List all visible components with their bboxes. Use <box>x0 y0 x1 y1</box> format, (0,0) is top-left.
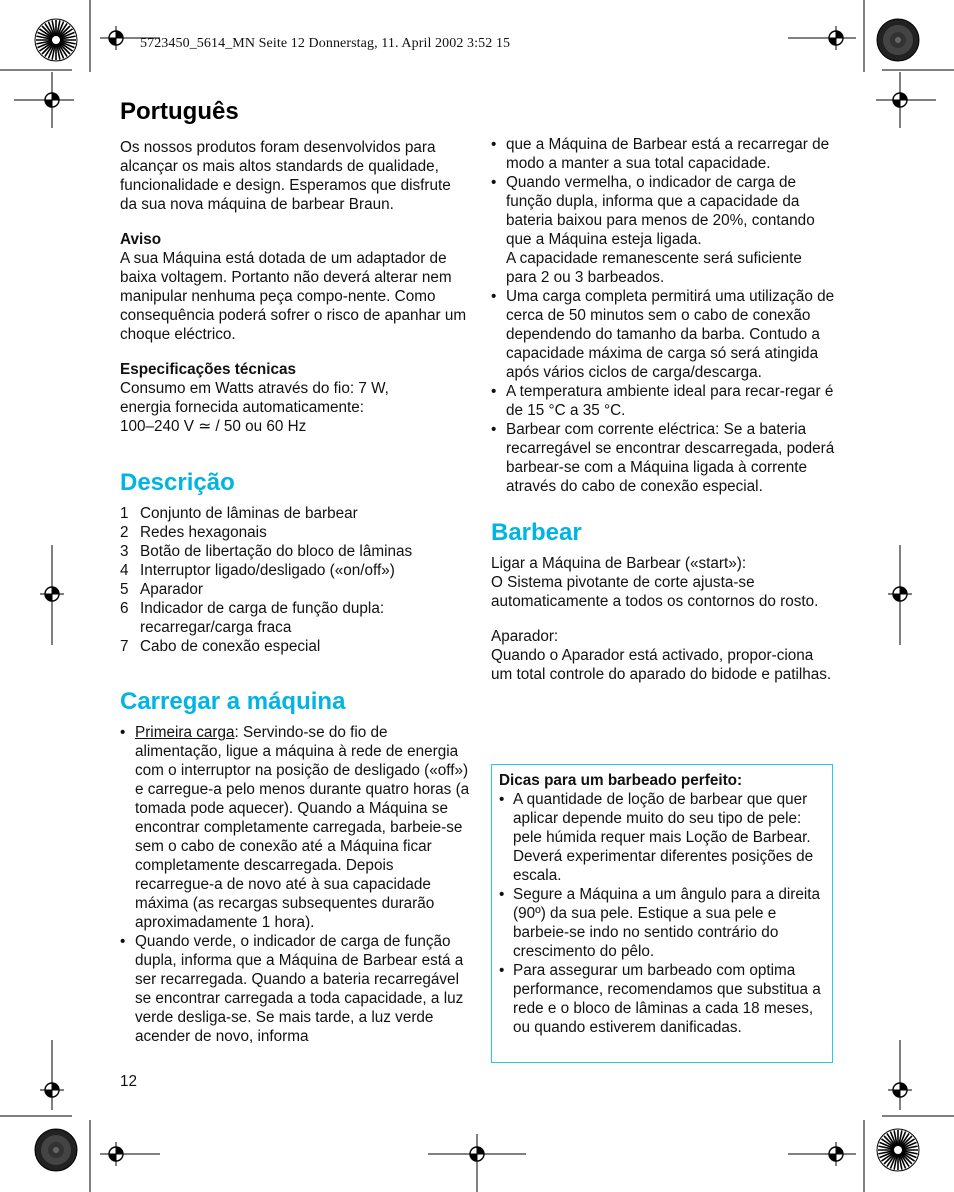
charging-list <box>120 723 470 1046</box>
charging-list-right <box>491 173 836 496</box>
list-item: 4 Interruptor ligado/desligado («on/off») <box>120 562 395 579</box>
specs-line-2: energia fornecida automaticamente: <box>120 399 365 416</box>
warning-text: A sua Máquina está dotada de um adaptador de baixa voltagem. Portanto não deverá alterar nem manipular nenhuma peça compo-nente. Como consequência poderá sofrer o risco de apanhar um choque eléctrico. <box>120 250 467 343</box>
page-number: 12 <box>120 1073 138 1090</box>
shaving-heading: Barbear <box>491 519 582 546</box>
warning-heading: Aviso <box>120 231 162 248</box>
specs-line-1: Consumo em Watts através do fio: 7 W, <box>120 380 389 397</box>
description-heading: Descrição <box>120 469 235 496</box>
list-item: • Primeira carga: Servindo-se do fio de alimentação, ligue a máquina à rede de energia com o interruptor na posição de desligado («off») e carregue-a pelo menos durante quatro horas (a tomada pode aquecer). Quando a Máquina se encontrar completamente carregada, barbeie-se sem o cabo de conexão até a Máquina ficar completamente descarregada. Depois recarregue-a de novo até à sua capacidade máxima (as recargas subsequentes durarão aproximadamente 1 hora). <box>120 723 470 932</box>
print-slug-header: 5723450_5614_MN Seite 12 Donnerstag, 11. April 2002 3:52 15 <box>140 36 511 51</box>
list-item: • Quando verde, o indicador de carga de função dupla, informa que a Máquina de Barbear está a ser recarregada. Quando a bateria recarregável se encontrar carregada a toda capacidade, a luz verde desliga-se. Se mais tarde, a luz verde acender de novo, informa <box>120 932 470 1046</box>
right-column <box>491 135 836 684</box>
shaving-start-text: O Sistema pivotante de corte ajusta-se automaticamente a todos os contornos do rosto. <box>491 574 819 610</box>
list-item-continuation: • que a Máquina de Barbear está a recarregar de modo a manter a sua total capacidade. <box>491 135 836 173</box>
list-item: 1 Conjunto de lâminas de barbear <box>120 505 358 522</box>
trimmer-label: Aparador: <box>491 628 559 645</box>
left-column <box>120 98 470 1046</box>
tips-list <box>499 790 824 1037</box>
specs-heading: Especificações técnicas <box>120 361 297 378</box>
specs-line-3: 100–240 V ≃ / 50 ou 60 Hz <box>120 418 307 435</box>
list-item: 6 Indicador de carga de função dupla: recarregar/carga fraca <box>120 600 385 636</box>
tips-box <box>491 764 833 1063</box>
tips-heading: Dicas para um barbeado perfeito: <box>499 772 743 789</box>
charging-heading: Carregar a máquina <box>120 688 346 715</box>
list-item: • Quando vermelha, o indicador de carga de função dupla, informa que a capacidade da bateria baixou para menos de 20%, contando que a Máquina esteja ligada. A capacidade remanescente será suficiente para 2 ou 3 barbeados. <box>491 173 836 287</box>
first-charge-label: Primeira carga <box>135 724 235 741</box>
shaving-start-label: Ligar a Máquina de Barbear («start»): <box>491 555 747 572</box>
intro-paragraph: Os nossos produtos foram desenvolvidos para alcançar os mais altos standards de qualidade, funcionalidade e design. Esperamos que disfrute da sua nova máquina de barbear Braun. <box>120 139 451 213</box>
list-item: • Segure a Máquina a um ângulo para a direita (90º) da sua pele. Estique a sua pele e barbeie-se indo no sentido contrário do crescimento do pêlo. <box>499 885 824 961</box>
list-item: • A temperatura ambiente ideal para recar-regar é de 15 °C a 35 °C. <box>491 382 836 420</box>
list-item: 3 Botão de libertação do bloco de lâminas <box>120 543 413 560</box>
description-list <box>120 504 470 656</box>
list-item: 2 Redes hexagonais <box>120 524 267 541</box>
list-item: • Uma carga completa permitirá uma utilização de cerca de 50 minutos sem o cabo de conexão dependendo do tamanho da barba. Contudo a capacidade máxima de carga só será atingida após vários ciclos de carga/descarga. <box>491 287 836 382</box>
list-item: 5 Aparador <box>120 581 203 598</box>
trimmer-text: Quando o Aparador está activado, propor-ciona um total controle do aparado do bidode e patilhas. <box>491 647 832 683</box>
list-item: • A quantidade de loção de barbear que quer aplicar depende muito do seu tipo de pele: pele húmida requer mais Loção de Barbear. Deverá experimentar diferentes posições de escala. <box>499 790 824 885</box>
charging-list-continued <box>491 135 836 173</box>
list-item: • Para assegurar um barbeado com optima performance, recomendamos que substitua a rede e o bloco de lâminas a cada 18 meses, ou quando estiverem danificadas. <box>499 961 824 1037</box>
list-item: 7 Cabo de conexão especial <box>120 638 321 655</box>
list-item: • Barbear com corrente eléctrica: Se a bateria recarregável se encontrar descarregada, poderá barbear-se com a Máquina ligada à corrente através do cabo de conexão especial. <box>491 420 836 496</box>
page-title: Português <box>120 98 239 125</box>
